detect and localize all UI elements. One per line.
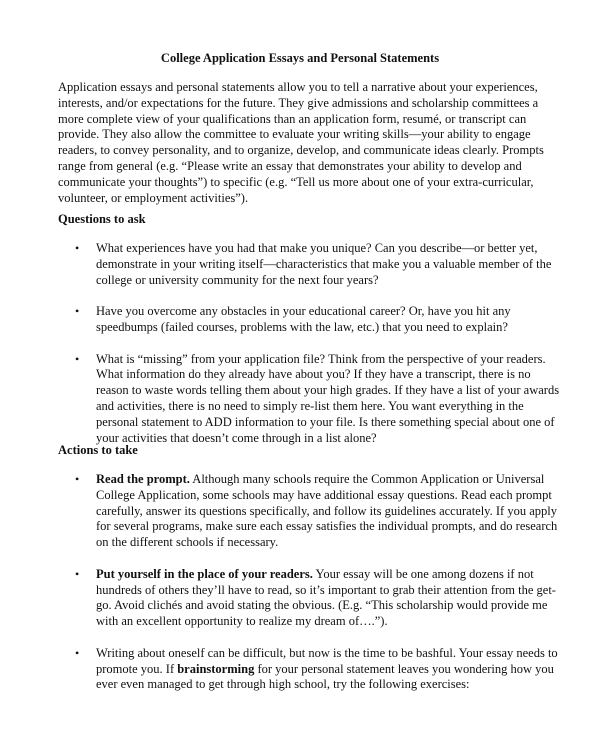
bullet-icon: • — [75, 304, 80, 319]
question-text: Have you overcome any obstacles in your educational career? Or, have you hit any speedbumps (failed courses, problems with the law, etc.) that you need to explain? — [96, 304, 511, 334]
question-text: What experiences have you had that make you unique? Can you describe—or better yet, demonstrate in your writing itself—characteristics that make you a valuable member of the college or university community for the next four years? — [96, 241, 552, 287]
action-item-1 — [58, 472, 563, 551]
action-lead: Read the prompt. — [96, 472, 190, 486]
bullet-icon: • — [75, 645, 80, 660]
bullet-icon: • — [75, 351, 80, 366]
question-text: What is “missing” from your application file? Think from the perspective of your readers. What information do they already have about you? If they have a transcript, there is no reason to waste words telling them about your high grades. If they have a list of your awards and activities, there is no need to simply re-list them here. You want everything in the personal statement to ADD information to your file. Is there something special about one of your activities that doesn’t come through in a list alone? — [96, 351, 560, 445]
action-emphasis: brainstorming — [177, 661, 255, 676]
bullet-icon: • — [75, 472, 80, 486]
bullet-icon: • — [75, 566, 80, 581]
question-item-1 — [58, 241, 563, 288]
action-lead: Put yourself in the place of your readers. — [96, 566, 313, 581]
intro-paragraph: Application essays and personal statements allow you to tell a narrative about your experiences, interests, and/or expectations for the future. They give admissions and scholarship committees a more complete view of your qualifications than an application form, resumé, or transcript can provide. They also allow the committee to evaluate your writing skills—your ability to engage readers, to convey personality, and to organize, develop, and communicate ideas clearly. Prompts range from general (e.g. “Please write an essay that demonstrates your ability to develop and communicate your thoughts”) to specific (e.g. “Tell us more about one of your extra-curricular, volunteer, or employment activities”). — [58, 80, 544, 205]
actions-heading: Actions to take — [58, 443, 138, 457]
action-item-3 — [58, 646, 563, 693]
action-text: Although many schools require the Common Application or Universal College Application, some schools may have additional essay questions. Read each prompt carefully, answer its questions specifically, and follow its guidelines accurately. If you apply for several programs, make sure each essay satisfies the individual prompts, and do research on the different schools if necessary. — [96, 472, 558, 550]
question-item-2 — [58, 304, 563, 336]
questions-list — [58, 241, 563, 462]
questions-heading: Questions to ask — [58, 212, 146, 226]
action-item-2 — [58, 567, 563, 630]
bullet-icon: • — [75, 241, 80, 255]
action-text-pre: Writing about oneself can be difficult, but now is the time to be bashful. Your essay needs to promote you. If — [96, 645, 558, 676]
question-item-3 — [58, 352, 563, 447]
action-text: Your essay will be one among dozens if not hundreds of others they’ll have to read, so it’s important to grab their attention from the get-go. Avoid clichés and avoid stating the obvious. (E.g. “This scholarship would provide me with an excellent opportunity to realize my dream of….”). — [96, 566, 556, 629]
actions-list — [58, 472, 563, 709]
document-title: College Application Essays and Personal Statements — [160, 51, 440, 65]
action-text-post: for your personal statement leaves you wondering how you ever even managed to get through high school, try the following exercises: — [96, 661, 554, 692]
